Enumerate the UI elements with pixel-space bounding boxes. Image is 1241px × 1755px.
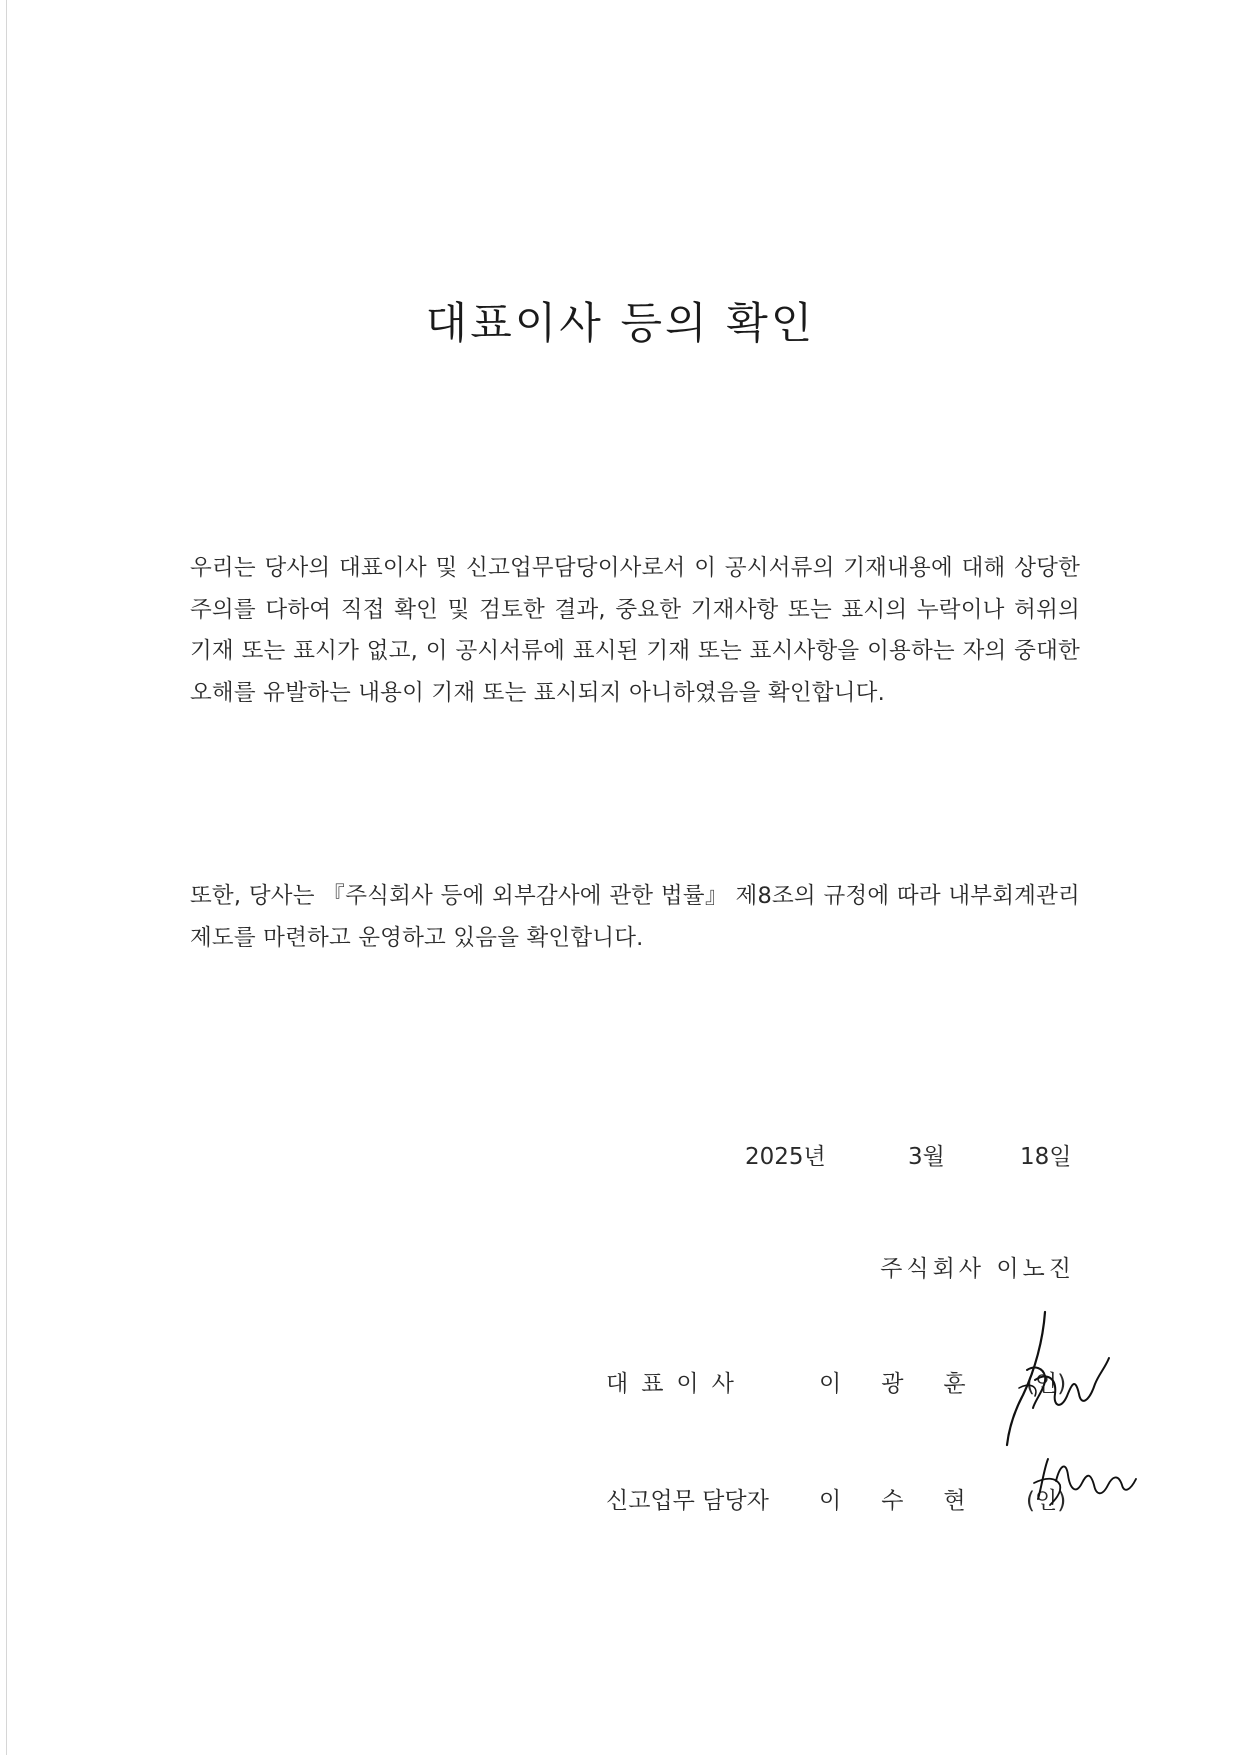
signatory-name: 이수현 (819, 1488, 1006, 1514)
date-day: 18일 (1020, 1144, 1072, 1170)
scan-edge-line (6, 0, 7, 1755)
company-name: 주식회사 이노진 (880, 1256, 1075, 1282)
page-title: 대표이사 등의 확인 (425, 299, 816, 349)
signatory-role: 신고업무 담당자 (606, 1488, 769, 1514)
confirmation-paragraph: 우리는 당사의 대표이사 및 신고업무담당이사로서 이 공시서류의 기재내용에 대해 상당한 주의를 다하여 직접 확인 및 검토한 결과, 중요한 기재사항 또는 표시의 누락이나 허위의 기재 또는 표시가 없고, 이 공시서류에 표시된 기재 또는 표시사항을 이용하는 자의 중대한 오해를 유발하는 내용이 기재 또는 표시되지 아니하였음을 확인합니다. (190, 555, 1080, 706)
seal-mark: (인) (1026, 1488, 1067, 1514)
date-year: 2025년 (745, 1144, 826, 1170)
internal-control-paragraph: 또한, 당사는 『주식회사 등에 외부감사에 관한 법률』 제8조의 규정에 따라 내부회계관리제도를 마련하고 운영하고 있음을 확인합니다. (190, 883, 1080, 951)
date-month: 3월 (908, 1144, 945, 1170)
signatory-name: 이광훈 (819, 1371, 1006, 1397)
signatory-role: 대표이사 (606, 1371, 747, 1397)
seal-mark: (인) (1026, 1371, 1067, 1397)
